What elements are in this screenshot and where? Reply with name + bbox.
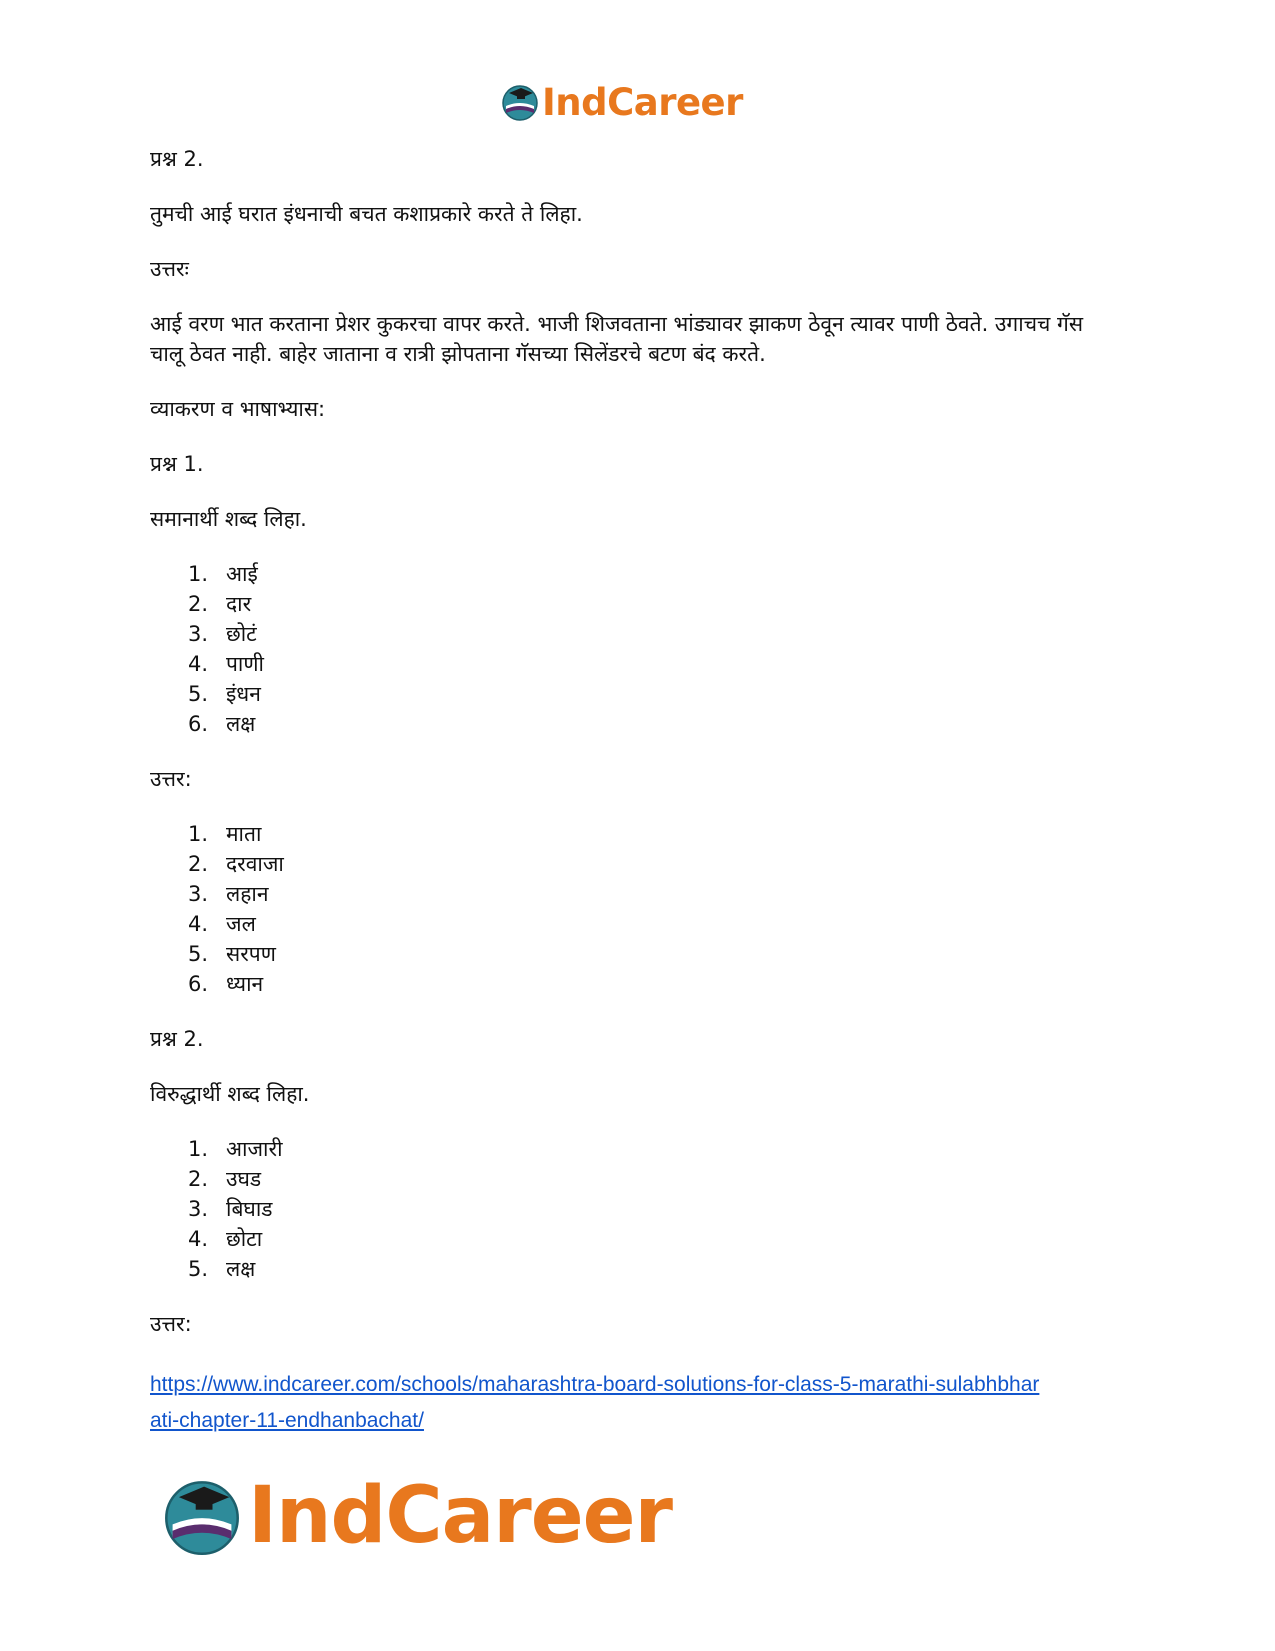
list-item: 1. आजारी	[188, 1137, 283, 1161]
list-item: 2. दार	[188, 592, 252, 616]
url-line-2: ati-chapter-11-endhanbachat/	[150, 1409, 424, 1432]
list-item: 1. आई	[188, 562, 258, 586]
answer-label: उत्तर:	[150, 1312, 192, 1336]
list-item: 2. दरवाजा	[188, 852, 284, 876]
list-item: 2. उघड	[188, 1167, 262, 1191]
list-item: 4. पाणी	[188, 652, 264, 676]
list-item: 3. बिघाड	[188, 1197, 273, 1221]
synonym-answer-list	[150, 819, 1130, 999]
list-item: 6. लक्ष	[188, 712, 256, 736]
grammar-heading: व्याकरण व भाषाभ्यास:	[150, 397, 326, 421]
question-1-label: प्रश्न 1.	[150, 452, 204, 476]
list-item: 1. माता	[188, 822, 262, 846]
question-2-label	[150, 144, 1130, 174]
question-label-text: प्रश्न 2.	[150, 147, 204, 171]
source-url-link[interactable]	[150, 1367, 1125, 1439]
antonym-question-list	[150, 1134, 1130, 1284]
list-item: 4. छोटा	[188, 1227, 263, 1251]
list-item: 5. सरपण	[188, 942, 276, 966]
synonym-question-list	[150, 559, 1130, 739]
answer-paragraph: आई वरण भात करताना प्रेशर कुकरचा वापर करते. भाजी शिजवताना भांड्यावर झाकण ठेवून त्यावर पाणी ठेवते. उगाचच गॅस चालू ठेवत नाही. बाहेर जाताना व रात्री झोपताना गॅसच्या सिलेंडरचे बटण बंद करते.	[150, 312, 1084, 366]
list-item: 5. लक्ष	[188, 1257, 256, 1281]
document-content	[150, 144, 1130, 1439]
list-item: 3. छोटं	[188, 622, 257, 646]
graduation-book-globe-icon	[500, 82, 540, 122]
indcareer-header-logo[interactable]	[500, 78, 743, 126]
graduation-book-globe-icon	[160, 1474, 244, 1558]
question-1-text: समानार्थी शब्द लिहा.	[150, 507, 307, 531]
url-line-1: https://www.indcareer.com/schools/maharashtra-board-solutions-for-class-5-marathi-sulabhbhar	[150, 1373, 1040, 1396]
indcareer-footer-logo[interactable]	[160, 1468, 672, 1564]
question-2-text: तुमची आई घरात इंधनाची बचत कशाप्रकारे करते ते लिहा.	[150, 202, 583, 226]
list-item: 5. इंधन	[188, 682, 261, 706]
answer-label: उत्तरः	[150, 257, 189, 281]
list-item: 3. लहान	[188, 882, 269, 906]
logo-wordmark: IndCareer	[542, 80, 743, 124]
list-item: 6. ध्यान	[188, 972, 264, 996]
question-2b-label: प्रश्न 2.	[150, 1027, 204, 1051]
answer-label: उत्तर:	[150, 767, 192, 791]
logo-wordmark: IndCareer	[248, 1471, 672, 1561]
list-item: 4. जल	[188, 912, 256, 936]
question-2b-text: विरुद्धार्थी शब्द लिहा.	[150, 1082, 310, 1106]
